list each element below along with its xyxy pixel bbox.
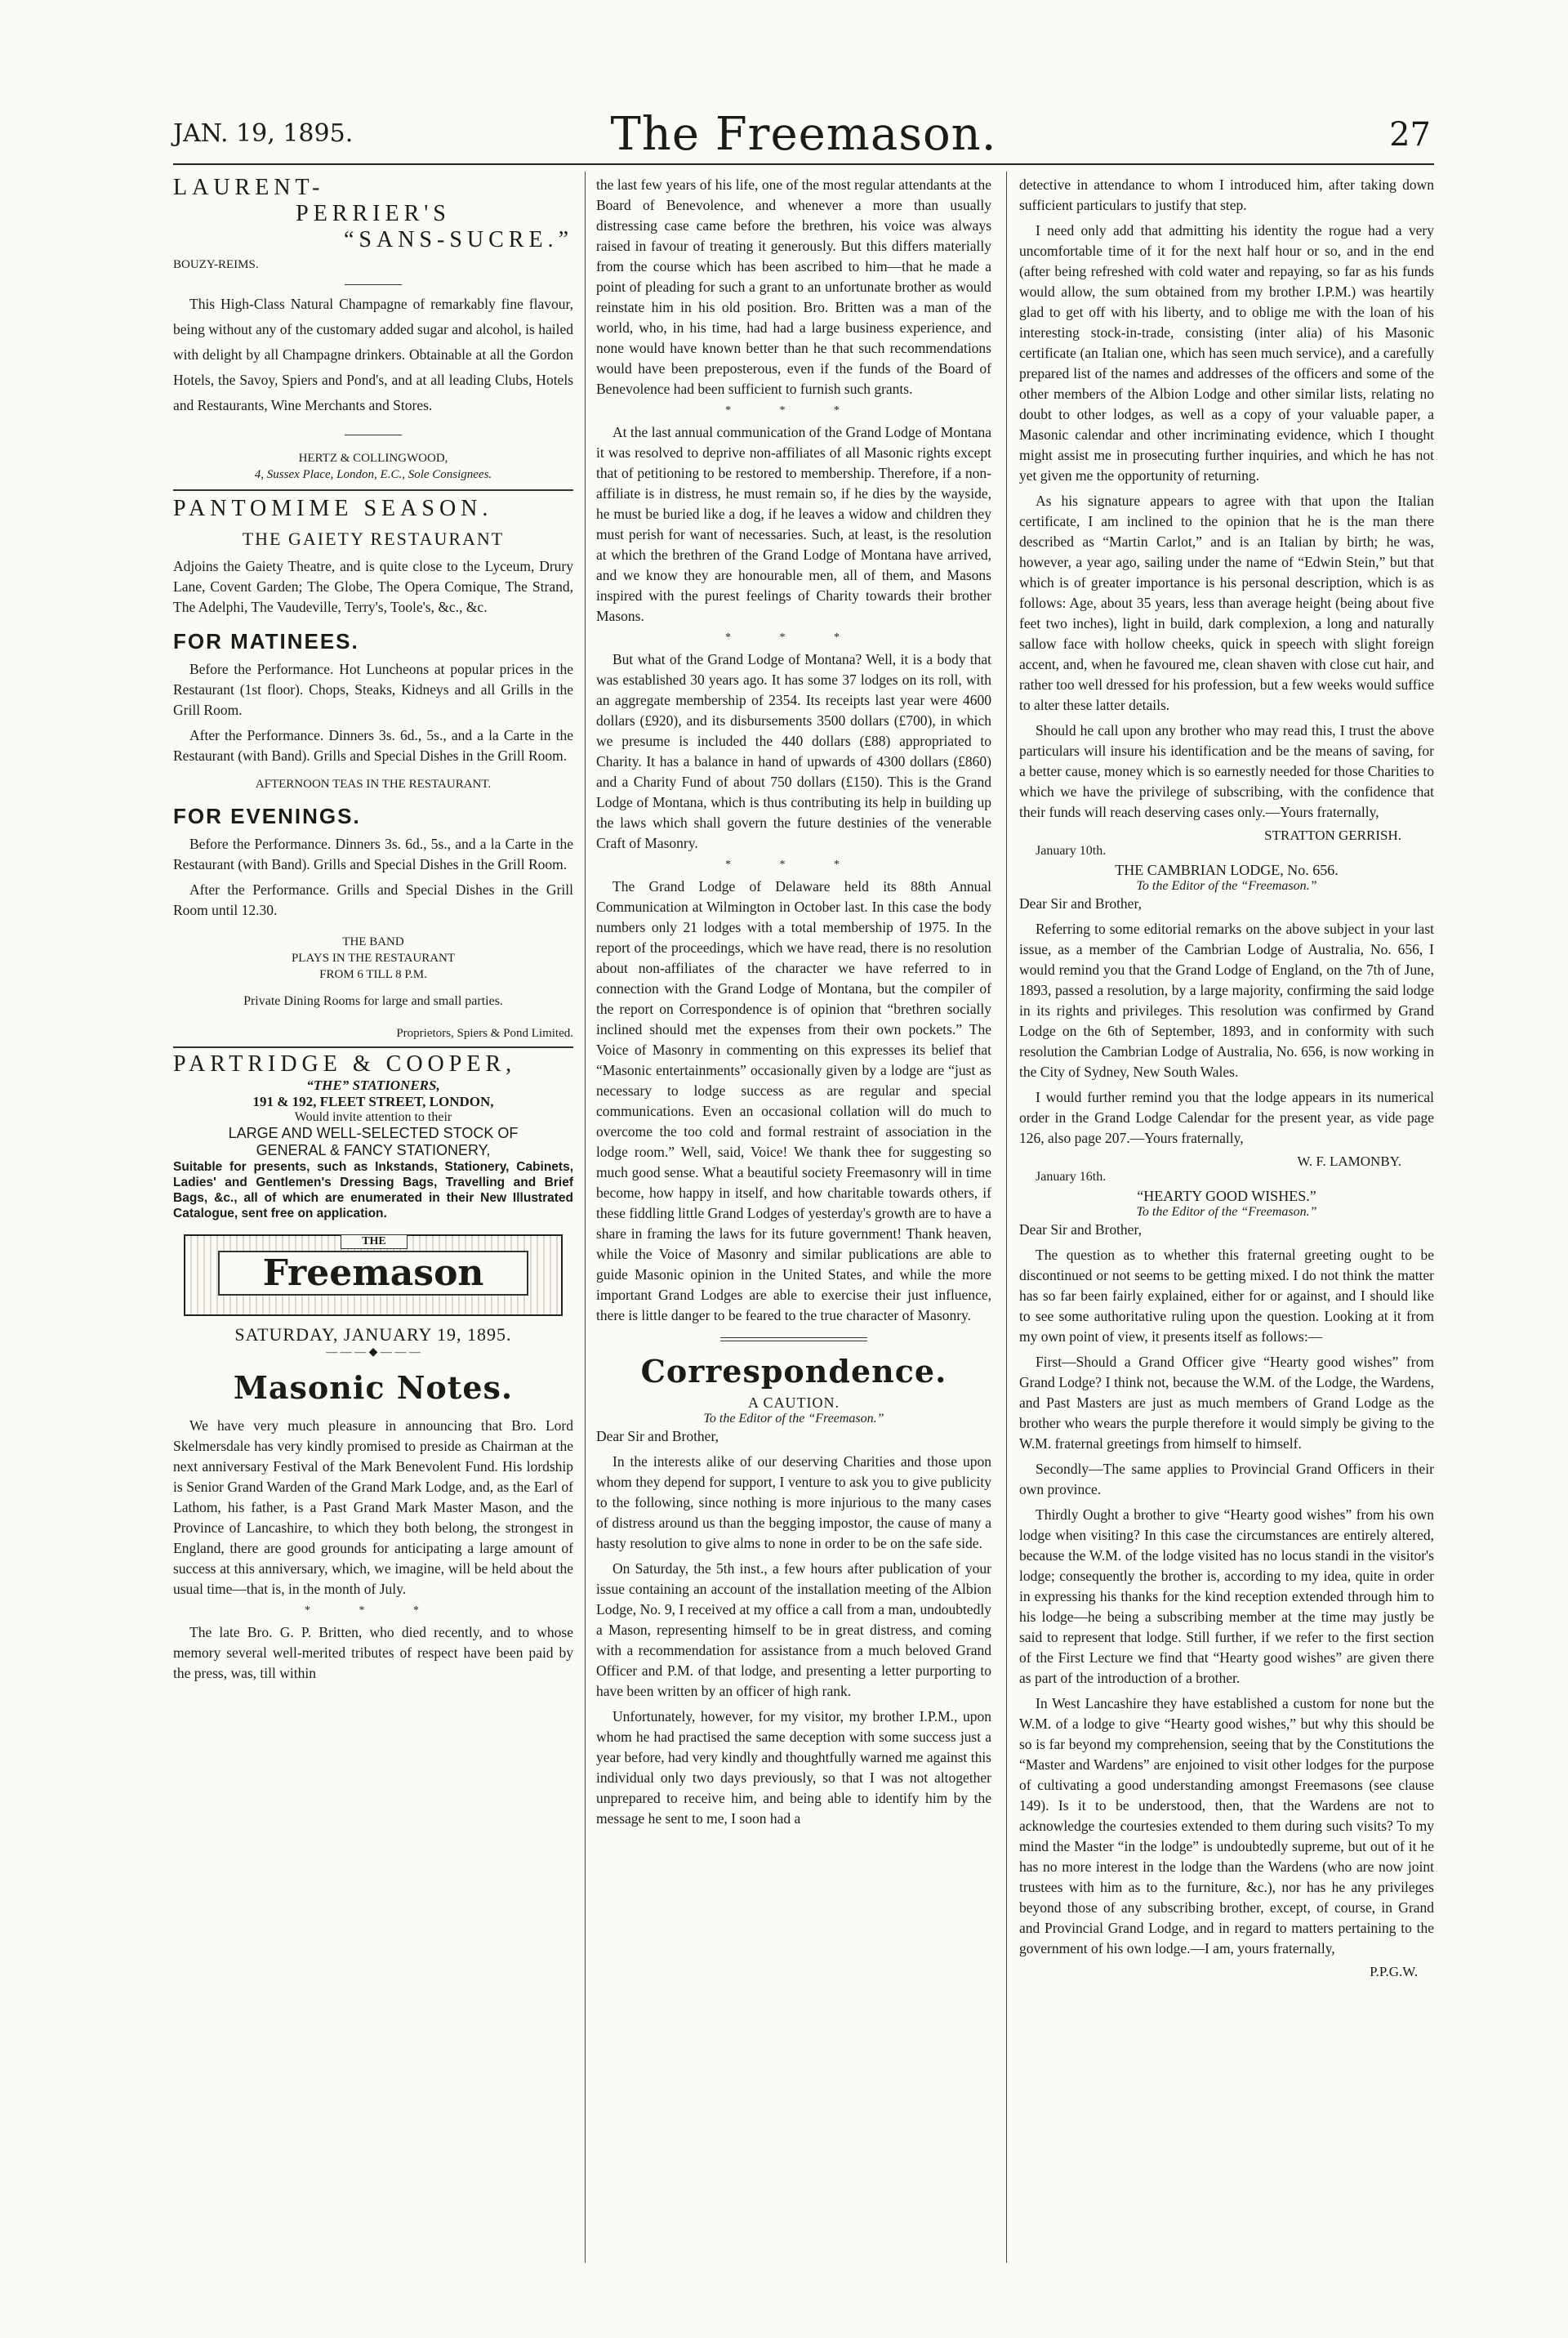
issue-date: JAN. 19, 1895. xyxy=(173,119,354,148)
matinee-after: After the Performance. Dinners 3s. 6d., 5s., and a la Carte in the Restaurant (with Band). Grills and Special Dishes in the Grill Room. xyxy=(173,727,573,764)
letter-addressee: To the Editor of the “Freemason.” xyxy=(703,1412,884,1426)
matinee-before: Before the Performance. Hot Luncheons at popular prices in the Restaurant (1st floor). Chops, Steaks, Kidneys and all Grills in the Grill Room. xyxy=(173,661,573,718)
article-paragraph: the last few years of his life, one of the most regular attendants at the Board of Benevolence, and whenever a more than usually distressing case came before the brethren, his voice was always raised in favour of treating it generously. But this differs materially from the course which has been ascribed to him—that he made a point of pleading for such a grant to an unfortunate brother as would reinstate him in his old position. Bro. Britten was a man of the world, who, in his time, had had a large business experience, and none would have known better than he that such recommendations would have been preposterous, even if the funds of the Board of Benevolence had been sufficient to furnish such grants. xyxy=(596,176,991,397)
section-stars: * * * xyxy=(725,859,862,871)
letter-paragraph: Secondly—The same applies to Provincial Grand Officers in their own province. xyxy=(1019,1461,1434,1497)
evening-before: Before the Performance. Dinners 3s. 6d., 5s., and a la Carte in the Restaurant (with Band). Grills and Special Dishes in the Grill Room. xyxy=(173,836,573,872)
article-paragraph: The Grand Lodge of Delaware held its 88th Annual Communication at Wilmington in October last. In this case the body numbers only 21 lodges with a total membership of 1975. In the report of the proceedings, which we have read, there is no resolution about non-affiliates of the character we have referred to in connection with the Grand Lodge of Montana, but the compiler of the report on Correspondence is of opinion that “brethren socially inclined should met the expenses from their own pockets.” The Voice of Masonry in commenting on this expresses its belief that “Masonic entertainments” occasionally given by a lodge are “just as necessary to lodge success as are regular and special communications. Even an occasional collation will do much to overcome the too cold and formal restraint of association in the lodge room.” Well, said, Voice! We thank thee for suggesting so much good sense. What a beautiful society Freemasonry will in time become, how happy in itself, and how charitable towards others, if these fiddling little Grand Lodges of yesterday's growth are to have a share in framing the laws for its future government! Thank heaven, while the Voice of Masonry and similar publications are able to guide Masonic opinion in the United States, and while the more important Grand Lodges are able to exercise their just influence, there is little danger to be feared to the true character of Masonry. xyxy=(596,878,991,1323)
gaiety-ad xyxy=(173,489,573,1042)
page-number: 27 xyxy=(1389,116,1431,154)
newspaper-title: The Freemason. xyxy=(610,108,997,161)
column-rule xyxy=(1006,172,1007,2263)
ad-subheading: “THE” STATIONERS, xyxy=(306,1078,440,1093)
letter-paragraph: Referring to some editorial remarks on the above subject in your last issue, as a member of the Cambrian Lodge of Australia, No. 656, I would remind you that the Grand Lodge of England, on the 7th of June, 1893, passed a resolution, by a large majority, confirming the said lodge in its rights and privileges. This resolution was confirmed by Grand Lodge on the 6th of September, 1893, and in conformity with such resolution the Cambrian Lodge of Australia, No. 656, is now working in the City of Sydney, New South Wales. xyxy=(1019,921,1434,1080)
letter-paragraph: The question as to whether this fraternal greeting ought to be discontinued or not seems to be getting mixed. I do not think the matter has so far been fairly explained, either for or against, and I should like to see some authoritative ruling upon the question. Looking at it from my own point of view, it presents itself as follows:— xyxy=(1019,1247,1434,1345)
band-line1: THE BAND xyxy=(342,935,404,948)
letter-paragraph: As his signature appears to agree with that upon the Italian certificate, I am inclined to the opinion that he is the man there described as “Martin Carlot,” and is an Italian by birth; he was, however, a year ago, sailing under the name of “Edwin Stein,” but that which is of greater importance is his personal description, which is as follows: Age, about 35 years, less than average height (being about five feet two inches), light in build, dark complexion, a long and naturally sallow face with hollow cheeks, quick in speech with slight foreign accent, and, when he favoured me, clean shaven with close cut hair, and rather too well dressed for his profession, but a few weeks would suffice to alter these latter details. xyxy=(1019,493,1434,713)
evening-after: After the Performance. Grills and Special Dishes in the Grill Room until 12.30. xyxy=(173,881,573,918)
laurent-perrier-ad xyxy=(173,175,573,483)
letter-paragraph: detective in attendance to whom I introduced him, after taking down sufficient particulars to justify that step. xyxy=(1019,176,1434,213)
letter-paragraph: In the interests alike of our deserving Charities and those upon whom they depend for support, I venture to ask you to give publicity to the following, since nothing is more injurious to the many cases of distress around us than the begging impostor, the cause of many a hasty resolution to give alms to none in order to be on the safe side. xyxy=(596,1453,991,1551)
letter-signature: W. F. LAMONBY. xyxy=(1297,1153,1401,1169)
letter-paragraph: In West Lancashire they have established a custom for none but the W.M. of a lodge to give “Hearty good wishes,” but why this should be so is far beyond my comprehension, seeing that by the Constitutions the “Master and Wardens” are enjoined to visit other lodges for the purpose of cultivating a good understanding amongst Freemasons (see clause 149). Is it to be understood, then, that the Wardens are not to acknowledge the courtesies extended to them during such visits? To my mind the Master “in the lodge” is undoubtedly supreme, but out of it he has no more interest in the lodge than the Wardens (who are now joint trustees with him as to the furniture, &c.), nor has he any privileges beyond those of any subscribing brother, except, of course, in Grand and Provincial Grand Lodge, and in regard to matters pertaining to the government of his own lodge.—I am, yours fraternally, xyxy=(1019,1695,1434,1957)
ad-heading: PANTOMIME SEASON. xyxy=(173,496,493,521)
letter-paragraph: I need only add that admitting his identity the rogue had a very uncomfortable time of it for the next half hour or so, and in the end (after being refreshed with cold water and repaying, so far as his funds would allow, the sum obtained from my brother I.P.M.) was heartily glad to get off with his liberty, and to oblige me with the loan of his interesting stock-in-trade, consisting (inter alia) of his Masonic certificate (an Italian one, which has seen much service), and a carefully prepared list of the names and addresses of the officers and some of the other members of the Albion Lodge and other similar lists, relating no doubt to other lodges, as well as a copy of your valuable paper, a Masonic calendar and other incriminating evidence, which I thought might assist me in prosecuting further inquiries, and which he has not yet given me the opportunity of returning. xyxy=(1019,222,1434,484)
letter-title: A CAUTION. xyxy=(748,1394,840,1411)
masthead-title: Freemason xyxy=(218,1251,528,1296)
ad-intro: Adjoins the Gaiety Theatre, and is quite close to the Lyceum, Drury Lane, Covent Garden; The Globe, The Opera Comique, The Strand, The Adelphi, The Vaudeville, Terry's, Toole's, &c., &c. xyxy=(173,558,573,615)
ad-stock-line2: GENERAL & FANCY STATIONERY, xyxy=(256,1142,491,1158)
letter-salutation: Dear Sir and Brother, xyxy=(596,1428,719,1444)
ad-body: Suitable for presents, such as Inkstands, Stationery, Cabinets, Ladies' and Gentlemen's Dressing Bags, Travelling and Brief Bags, &c., all of which are enumerated in their New Illustrated Catalogue, sent free on application. xyxy=(173,1160,573,1220)
letter-paragraph: On Saturday, the 5th inst., a few hours after publication of your issue containing an account of the installation meeting of the Albion Lodge, No. 9, I received at my office a call from a man, undoubtedly a Mason, representing himself to be in great distress, and coming with a recommendation for assistance from a much beloved Grand Officer and P.M. of that lodge, and presenting a letter purporting to have been written by an officer of high rank. xyxy=(596,1560,991,1699)
letter-title: THE CAMBRIAN LODGE, No. 656. xyxy=(1115,862,1339,878)
ad-address: 4, Sussex Place, London, E.C., Sole Consignees. xyxy=(254,468,492,481)
letter-signature: STRATTON GERRISH. xyxy=(1264,828,1401,843)
column-3 xyxy=(1019,175,1434,2266)
masonic-notes-heading: Masonic Notes. xyxy=(233,1369,514,1406)
proprietors: Proprietors, Spiers & Pond Limited. xyxy=(396,1027,573,1040)
ad-agents: HERTZ & COLLINGWOOD, xyxy=(298,452,448,465)
ad-heading-line3: “SANS-SUCRE.” xyxy=(343,227,573,252)
letter-signature: P.P.G.W. xyxy=(1370,1964,1418,1979)
masthead-small: THE xyxy=(341,1234,408,1249)
letter-addressee: To the Editor of the “Freemason.” xyxy=(1136,879,1317,893)
letter-paragraph: Should he call upon any brother who may read this, I trust the above particulars will insure his identification and be the means of saving, for a better cause, money which is so earnestly needed for those Charities to which we have the privilege of subscribing, with the confidence that their funds will reach deserving cases only.—Yours fraternally, xyxy=(1019,722,1434,820)
divider xyxy=(720,1337,867,1341)
ad-heading: PARTRIDGE & COOPER, xyxy=(173,1051,517,1077)
section-stars: * * * xyxy=(725,404,862,417)
letter-salutation: Dear Sir and Brother, xyxy=(1019,1221,1142,1238)
matinees-heading: FOR MATINEES. xyxy=(173,629,359,654)
ad-subheading: THE GAIETY RESTAURANT xyxy=(242,529,505,549)
column-2 xyxy=(596,175,991,2266)
freemason-masthead xyxy=(184,1234,563,1316)
article-paragraph: But what of the Grand Lodge of Montana? Well, it is a body that was established 30 years ago. It has some 37 lodges on its roll, with an aggregate membership of 2354. Its receipts last year were 4600 dollars (£920), and its disbursements 3500 dollars (£700), in which we presume is included the 440 dollars (£88) appropriated to Charity. It has a balance in hand of upwards of 4300 dollars (£860) and a Charity Fund of about 750 dollars (£150). This is the Grand Lodge of Montana, which is thus contributing its help in building up the laws which shall govern the future destinies of the venerable Craft of Masonry. xyxy=(596,651,991,851)
page-header xyxy=(173,108,1434,165)
ad-invite: Would invite attention to their xyxy=(294,1110,452,1124)
section-stars: * * * xyxy=(725,631,862,644)
notes-paragraph-2: The late Bro. G. P. Britten, who died recently, and to whose memory several well-merited tributes of respect have been paid by the press, was, till within xyxy=(173,1624,573,1681)
afternoon-teas: AFTERNOON TEAS IN THE RESTAURANT. xyxy=(255,778,492,791)
divider xyxy=(345,284,402,285)
column-rule xyxy=(585,172,586,2263)
ad-heading-line2: PERRIER'S xyxy=(296,201,451,226)
dateline: SATURDAY, JANUARY 19, 1895. xyxy=(234,1324,512,1345)
ad-address: 191 & 192, FLEET STREET, LONDON, xyxy=(252,1094,494,1109)
dateline-ornament: — — — ◆ — — — xyxy=(326,1346,421,1359)
letter-paragraph: Thirdly Ought a brother to give “Hearty good wishes” from his own lodge when visiting? In this case the circumstances are entirely altered, because the W.M. of the lodge visited has no locus standi in the visitor's lodge; consequently the brother is, according to my idea, quite in order in expressing his thanks for the kind reception extended through him to his lodge—he being a subscribing member at the time may justly be said to represent that lodge. Still further, if we refer to the first section of the First Lecture we find that “Hearty good wishes” are given there as part of the introduction of a brother. xyxy=(1019,1506,1434,1686)
letter-salutation: Dear Sir and Brother, xyxy=(1019,895,1142,912)
evenings-heading: FOR EVENINGS. xyxy=(173,804,361,828)
notes-paragraph-1: We have very much pleasure in announcing that Bro. Lord Skelmersdale has very kindly promised to preside as Chairman at the next anniversary Festival of the Mark Benevolent Fund. His lordship is Senior Grand Warden of the Grand Mark Lodge, and, as the Earl of Lathom, his father, is a Past Grand Mark Master Mason, and the Province of Lancashire, to which they both belong, the strongest in England, there are good grounds for anticipating a large amount of success at this anniversary, which, we imagine, will be held about the usual time—that is, in the month of July. xyxy=(173,1417,573,1597)
letter-date: January 16th. xyxy=(1036,1170,1107,1184)
column-1 xyxy=(173,175,573,2266)
letter-paragraph: I would further remind you that the lodge appears in its numerical order in the Grand Lodge Calendar for the present year, as vide page 126, also page 207.—Yours fraternally, xyxy=(1019,1089,1434,1146)
letter-paragraph: First—Should a Grand Officer give “Hearty good wishes” from Grand Lodge? I think not, because the W.M. of the Lodge, the Wardens, and Past Masters are just as much members of Grand Lodge as the brother who wears the purple therefore it would simply be giving to the W.M. fraternal greetings from himself to himself. xyxy=(1019,1354,1434,1452)
letter-addressee: To the Editor of the “Freemason.” xyxy=(1136,1205,1317,1219)
ad-body: This High-Class Natural Champagne of remarkably fine flavour, being without any of the customary added sugar and alcohol, is hailed with delight by all Champagne drinkers. Obtainable at all the Gordon Hotels, the Savoy, Spiers and Pond's, and at all leading Clubs, Hotels and Restaurants, Wine Merchants and Stores. xyxy=(173,296,573,413)
band-line3: FROM 6 TILL 8 P.M. xyxy=(319,968,427,981)
ad-place: BOUZY-REIMS. xyxy=(173,258,259,271)
article-paragraph: At the last annual communication of the Grand Lodge of Montana it was resolved to deprive non-affiliates of all Masonic rights except that of petitioning to be restored to membership. Therefore, if a non-affiliate is in distress, he must remain so, if he dies by the wayside, he must be buried like a dog, if he leaves a widow and children they must perish for want of necessaries. Such, at least, is the resolution at which the brethren of the Grand Lodge of Montana have arrived, and we know they are honourable men, all of them, and Masons inspired with the purest feelings of Charity towards their brother Masons. xyxy=(596,424,991,624)
section-stars: * * * xyxy=(305,1604,442,1617)
letter-paragraph: Unfortunately, however, for my visitor, my brother I.P.M., upon whom he had practised the same deception with some success just a year before, had very kindly and thoughtfully warned me against this individual only two days previously, so that I was not altogether unprepared to receive him, and being able to identify him by the message he sent to me, I soon had a xyxy=(596,1708,991,1827)
letter-title: “HEARTY GOOD WISHES.” xyxy=(1137,1188,1316,1204)
ad-stock-line1: LARGE AND WELL-SELECTED STOCK OF xyxy=(228,1125,519,1141)
correspondence-heading: Correspondence. xyxy=(640,1353,947,1390)
band-line2: PLAYS IN THE RESTAURANT xyxy=(291,952,456,965)
letter-date: January 10th. xyxy=(1036,844,1107,858)
private-dining: Private Dining Rooms for large and small parties. xyxy=(243,994,503,1008)
ad-heading-line1: LAURENT- xyxy=(173,175,325,200)
partridge-cooper-ad xyxy=(173,1046,573,1221)
